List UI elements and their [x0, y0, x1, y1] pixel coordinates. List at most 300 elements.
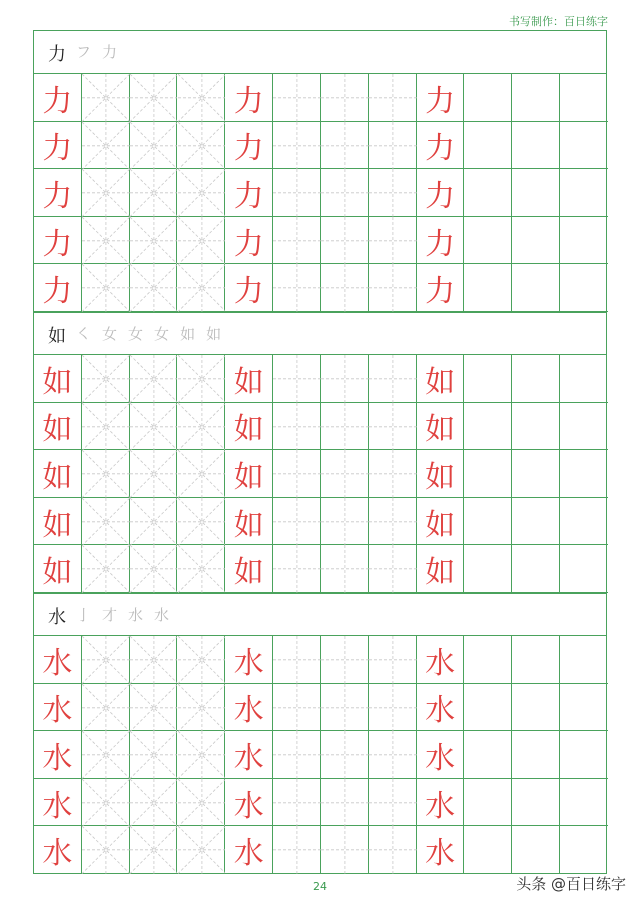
model-character-cell [34, 355, 82, 403]
model-character-cell [225, 731, 273, 779]
model-character: 力 [42, 131, 73, 167]
model-character-cell [34, 636, 82, 684]
model-character: 力 [233, 274, 264, 310]
mi-grid-cell[interactable] [82, 684, 130, 732]
blank-cell[interactable] [512, 169, 560, 217]
guide-lines [273, 122, 321, 170]
guide-lines [178, 684, 226, 732]
tian-grid-cell[interactable] [273, 636, 321, 684]
guide-lines [369, 217, 417, 265]
tian-grid-cell[interactable] [321, 217, 369, 265]
practice-section [34, 593, 606, 874]
guide-lines [178, 731, 226, 779]
model-character-cell [225, 217, 273, 265]
blank-cell[interactable] [465, 545, 513, 593]
tian-grid-cell[interactable] [273, 498, 321, 546]
practice-row [34, 545, 608, 593]
model-character-cell [34, 264, 82, 312]
practice-section [34, 312, 606, 593]
tian-grid-cell[interactable] [273, 355, 321, 403]
guide-lines [178, 779, 226, 827]
blank-cell[interactable] [512, 779, 560, 827]
mi-grid-cell[interactable] [130, 74, 178, 122]
tian-grid-cell[interactable] [369, 636, 417, 684]
guide-lines [178, 636, 226, 684]
mi-grid-cell[interactable] [82, 826, 130, 874]
tian-grid-cell[interactable] [369, 264, 417, 312]
tian-grid-cell[interactable] [321, 731, 369, 779]
stroke-step: 女 [102, 325, 123, 343]
tian-grid-cell[interactable] [273, 169, 321, 217]
guide-lines [273, 731, 321, 779]
guide-lines [369, 498, 417, 546]
mi-grid-cell[interactable] [82, 403, 130, 451]
guide-lines [130, 779, 178, 827]
blank-cell[interactable] [512, 403, 560, 451]
mi-grid-cell[interactable] [178, 403, 226, 451]
model-character-cell [417, 264, 465, 312]
blank-cell[interactable] [560, 264, 608, 312]
blank-cell[interactable] [465, 779, 513, 827]
mi-grid-cell[interactable] [130, 355, 178, 403]
blank-cell[interactable] [512, 122, 560, 170]
model-character-cell [417, 169, 465, 217]
mi-grid-cell[interactable] [130, 779, 178, 827]
guide-lines [130, 122, 178, 170]
blank-cell[interactable] [465, 264, 513, 312]
guide-lines [178, 545, 226, 593]
blank-cell[interactable] [512, 826, 560, 874]
mi-grid-cell[interactable] [82, 779, 130, 827]
blank-cell[interactable] [512, 684, 560, 732]
guide-lines [321, 731, 369, 779]
model-character-cell [417, 779, 465, 827]
model-character-cell [417, 122, 465, 170]
guide-lines [369, 826, 417, 874]
blank-cell[interactable] [560, 731, 608, 779]
blank-cell[interactable] [465, 355, 513, 403]
tian-grid-cell[interactable] [321, 636, 369, 684]
guide-lines [369, 684, 417, 732]
guide-lines [369, 450, 417, 498]
model-character: 如 [425, 412, 456, 448]
blank-cell[interactable] [560, 122, 608, 170]
model-character-cell [417, 826, 465, 874]
blank-cell[interactable] [560, 684, 608, 732]
section-character: 水 [48, 607, 66, 628]
mi-grid-cell[interactable] [82, 264, 130, 312]
mi-grid-cell[interactable] [82, 355, 130, 403]
blank-cell[interactable] [465, 403, 513, 451]
section-header [34, 312, 606, 355]
tian-grid-cell[interactable] [273, 545, 321, 593]
mi-grid-cell[interactable] [82, 636, 130, 684]
header-credit: 书写制作：百日练字 [509, 15, 608, 28]
mi-grid-cell[interactable] [82, 450, 130, 498]
blank-cell[interactable] [560, 545, 608, 593]
model-character-cell [225, 826, 273, 874]
model-character-cell [417, 498, 465, 546]
tian-grid-cell[interactable] [321, 355, 369, 403]
guide-lines [82, 450, 130, 498]
model-character-cell [225, 779, 273, 827]
mi-grid-cell[interactable] [82, 122, 130, 170]
blank-cell[interactable] [512, 498, 560, 546]
model-character-cell [34, 826, 82, 874]
stroke-step: 女 [128, 325, 149, 343]
tian-grid-cell[interactable] [321, 122, 369, 170]
mi-grid-cell[interactable] [130, 684, 178, 732]
mi-grid-cell[interactable] [130, 264, 178, 312]
tian-grid-cell[interactable] [273, 122, 321, 170]
practice-sheet [33, 30, 607, 874]
mi-grid-cell[interactable] [178, 498, 226, 546]
blank-cell[interactable] [560, 779, 608, 827]
guide-lines [369, 636, 417, 684]
model-character: 水 [425, 740, 456, 776]
tian-grid-cell[interactable] [369, 779, 417, 827]
practice-section [34, 31, 606, 312]
stroke-step: 亅 [76, 606, 97, 624]
section-header [34, 593, 606, 636]
guide-lines [321, 217, 369, 265]
blank-cell[interactable] [560, 826, 608, 874]
model-character-cell [225, 74, 273, 122]
model-character: 水 [233, 788, 264, 824]
mi-grid-cell[interactable] [130, 169, 178, 217]
mi-grid-cell[interactable] [82, 217, 130, 265]
mi-grid-cell[interactable] [178, 545, 226, 593]
guide-lines [82, 169, 130, 217]
practice-row [34, 217, 608, 265]
mi-grid-cell[interactable] [178, 450, 226, 498]
model-character: 如 [425, 459, 456, 495]
practice-row [34, 636, 608, 684]
model-character-cell [417, 731, 465, 779]
tian-grid-cell[interactable] [273, 264, 321, 312]
model-character-cell [34, 217, 82, 265]
tian-grid-cell[interactable] [321, 826, 369, 874]
guide-lines [178, 169, 226, 217]
blank-cell[interactable] [465, 731, 513, 779]
tian-grid-cell[interactable] [369, 684, 417, 732]
stroke-step: 力 [102, 43, 123, 61]
section-character: 如 [48, 326, 66, 347]
model-character-cell [225, 498, 273, 546]
guide-lines [178, 355, 226, 403]
guide-lines [82, 74, 130, 122]
guide-lines [369, 264, 417, 312]
guide-lines [178, 826, 226, 874]
mi-grid-cell[interactable] [82, 74, 130, 122]
mi-grid-cell[interactable] [82, 169, 130, 217]
blank-cell[interactable] [512, 545, 560, 593]
guide-lines [130, 731, 178, 779]
practice-row [34, 826, 608, 874]
stroke-step: ㇛ [76, 325, 97, 343]
guide-lines [82, 403, 130, 451]
blank-cell[interactable] [465, 450, 513, 498]
mi-grid-cell[interactable] [178, 122, 226, 170]
model-character-cell [417, 403, 465, 451]
guide-lines [178, 122, 226, 170]
tian-grid-cell[interactable] [321, 498, 369, 546]
guide-lines [321, 122, 369, 170]
model-character-cell [225, 122, 273, 170]
tian-grid-cell[interactable] [273, 403, 321, 451]
mi-grid-cell[interactable] [130, 403, 178, 451]
tian-grid-cell[interactable] [369, 450, 417, 498]
model-character: 水 [425, 836, 456, 872]
blank-cell[interactable] [560, 217, 608, 265]
blank-cell[interactable] [465, 169, 513, 217]
tian-grid-cell[interactable] [369, 355, 417, 403]
blank-cell[interactable] [512, 217, 560, 265]
model-character: 如 [233, 459, 264, 495]
stroke-step: 才 [102, 606, 123, 624]
mi-grid-cell[interactable] [130, 636, 178, 684]
blank-cell[interactable] [465, 636, 513, 684]
model-character: 水 [42, 645, 73, 681]
mi-grid-cell[interactable] [130, 217, 178, 265]
blank-cell[interactable] [465, 74, 513, 122]
model-character: 如 [233, 364, 264, 400]
guide-lines [82, 826, 130, 874]
model-character-cell [34, 498, 82, 546]
model-character: 如 [425, 555, 456, 591]
model-character: 如 [42, 459, 73, 495]
model-character-cell [417, 355, 465, 403]
blank-cell[interactable] [512, 731, 560, 779]
model-character: 水 [233, 836, 264, 872]
tian-grid-cell[interactable] [369, 826, 417, 874]
guide-lines [130, 498, 178, 546]
blank-cell[interactable] [465, 498, 513, 546]
tian-grid-cell[interactable] [321, 74, 369, 122]
practice-row [34, 731, 608, 779]
guide-lines [273, 779, 321, 827]
model-character-cell [34, 545, 82, 593]
practice-row [34, 498, 608, 546]
stroke-step: 水 [128, 606, 149, 624]
model-character: 水 [425, 788, 456, 824]
guide-lines [130, 403, 178, 451]
guide-lines [130, 684, 178, 732]
guide-lines [369, 403, 417, 451]
mi-grid-cell[interactable] [130, 731, 178, 779]
model-character-cell [34, 779, 82, 827]
blank-cell[interactable] [465, 684, 513, 732]
section-character: 力 [48, 44, 66, 65]
guide-lines [130, 217, 178, 265]
model-character: 力 [42, 83, 73, 119]
tian-grid-cell[interactable] [273, 731, 321, 779]
mi-grid-cell[interactable] [178, 74, 226, 122]
tian-grid-cell[interactable] [321, 545, 369, 593]
guide-lines [178, 450, 226, 498]
practice-row [34, 122, 608, 170]
blank-cell[interactable] [560, 450, 608, 498]
guide-lines [130, 636, 178, 684]
mi-grid-cell[interactable] [130, 545, 178, 593]
practice-row [34, 355, 608, 403]
guide-lines [178, 264, 226, 312]
guide-lines [273, 264, 321, 312]
tian-grid-cell[interactable] [321, 403, 369, 451]
mi-grid-cell[interactable] [130, 122, 178, 170]
mi-grid-cell[interactable] [178, 779, 226, 827]
mi-grid-cell[interactable] [178, 217, 226, 265]
model-character: 力 [233, 83, 264, 119]
mi-grid-cell[interactable] [82, 545, 130, 593]
mi-grid-cell[interactable] [130, 498, 178, 546]
tian-grid-cell[interactable] [369, 545, 417, 593]
guide-lines [178, 217, 226, 265]
mi-grid-cell[interactable] [82, 498, 130, 546]
practice-row [34, 169, 608, 217]
stroke-step: 水 [154, 606, 175, 624]
model-character-cell [225, 355, 273, 403]
stroke-order-list [76, 323, 232, 344]
guide-lines [273, 169, 321, 217]
blank-cell[interactable] [560, 403, 608, 451]
model-character: 力 [425, 83, 456, 119]
guide-lines [369, 545, 417, 593]
practice-row [34, 74, 608, 122]
model-character-cell [34, 122, 82, 170]
model-character: 水 [233, 693, 264, 729]
blank-cell[interactable] [512, 264, 560, 312]
guide-lines [321, 636, 369, 684]
tian-grid-cell[interactable] [273, 826, 321, 874]
model-character-cell [225, 450, 273, 498]
blank-cell[interactable] [465, 826, 513, 874]
model-character: 力 [42, 178, 73, 214]
mi-grid-cell[interactable] [130, 450, 178, 498]
model-character: 水 [42, 788, 73, 824]
guide-lines [273, 450, 321, 498]
model-character: 力 [42, 274, 73, 310]
model-character-cell [225, 169, 273, 217]
blank-cell[interactable] [560, 74, 608, 122]
tian-grid-cell[interactable] [273, 74, 321, 122]
mi-grid-cell[interactable] [178, 826, 226, 874]
mi-grid-cell[interactable] [130, 826, 178, 874]
tian-grid-cell[interactable] [369, 498, 417, 546]
watermark: 头条 @百日练字 [516, 875, 626, 893]
tian-grid-cell[interactable] [321, 450, 369, 498]
guide-lines [369, 731, 417, 779]
model-character-cell [225, 545, 273, 593]
tian-grid-cell[interactable] [321, 264, 369, 312]
mi-grid-cell[interactable] [178, 264, 226, 312]
model-character: 如 [233, 555, 264, 591]
model-character: 如 [425, 507, 456, 543]
tian-grid-cell[interactable] [321, 779, 369, 827]
tian-grid-cell[interactable] [273, 450, 321, 498]
guide-lines [82, 636, 130, 684]
mi-grid-cell[interactable] [178, 731, 226, 779]
mi-grid-cell[interactable] [178, 684, 226, 732]
guide-lines [273, 217, 321, 265]
model-character-cell [417, 450, 465, 498]
tian-grid-cell[interactable] [369, 169, 417, 217]
model-character: 水 [425, 693, 456, 729]
model-character: 如 [42, 364, 73, 400]
guide-lines [369, 355, 417, 403]
model-character: 力 [425, 274, 456, 310]
guide-lines [130, 450, 178, 498]
tian-grid-cell[interactable] [273, 779, 321, 827]
guide-lines [369, 74, 417, 122]
tian-grid-cell[interactable] [369, 731, 417, 779]
model-character-cell [34, 169, 82, 217]
guide-lines [82, 684, 130, 732]
guide-lines [178, 74, 226, 122]
model-character-cell [417, 684, 465, 732]
guide-lines [82, 731, 130, 779]
model-character-cell [417, 545, 465, 593]
model-character: 力 [425, 226, 456, 262]
guide-lines [321, 684, 369, 732]
tian-grid-cell[interactable] [273, 217, 321, 265]
mi-grid-cell[interactable] [178, 355, 226, 403]
model-character-cell [225, 264, 273, 312]
blank-cell[interactable] [512, 355, 560, 403]
model-character: 力 [233, 226, 264, 262]
tian-grid-cell[interactable] [321, 684, 369, 732]
model-character-cell [34, 731, 82, 779]
tian-grid-cell[interactable] [273, 684, 321, 732]
model-character: 如 [233, 507, 264, 543]
blank-cell[interactable] [560, 498, 608, 546]
blank-cell[interactable] [512, 74, 560, 122]
stroke-step: フ [76, 43, 97, 61]
practice-row [34, 403, 608, 451]
practice-row [34, 779, 608, 827]
guide-lines [273, 74, 321, 122]
guide-lines [321, 498, 369, 546]
blank-cell[interactable] [560, 169, 608, 217]
guide-lines [130, 545, 178, 593]
blank-cell[interactable] [512, 636, 560, 684]
model-character-cell [417, 217, 465, 265]
guide-lines [273, 826, 321, 874]
stroke-step: 女 [154, 325, 175, 343]
guide-lines [369, 169, 417, 217]
model-character-cell [417, 636, 465, 684]
blank-cell[interactable] [560, 355, 608, 403]
tian-grid-cell[interactable] [321, 169, 369, 217]
tian-grid-cell[interactable] [369, 217, 417, 265]
page-number: 24 [313, 880, 327, 893]
tian-grid-cell[interactable] [369, 74, 417, 122]
tian-grid-cell[interactable] [369, 403, 417, 451]
blank-cell[interactable] [465, 217, 513, 265]
guide-lines [82, 545, 130, 593]
mi-grid-cell[interactable] [178, 636, 226, 684]
model-character: 水 [42, 693, 73, 729]
practice-row [34, 264, 608, 312]
mi-grid-cell[interactable] [82, 731, 130, 779]
mi-grid-cell[interactable] [178, 169, 226, 217]
blank-cell[interactable] [512, 450, 560, 498]
blank-cell[interactable] [465, 122, 513, 170]
guide-lines [321, 826, 369, 874]
blank-cell[interactable] [560, 636, 608, 684]
tian-grid-cell[interactable] [369, 122, 417, 170]
model-character: 如 [42, 412, 73, 448]
